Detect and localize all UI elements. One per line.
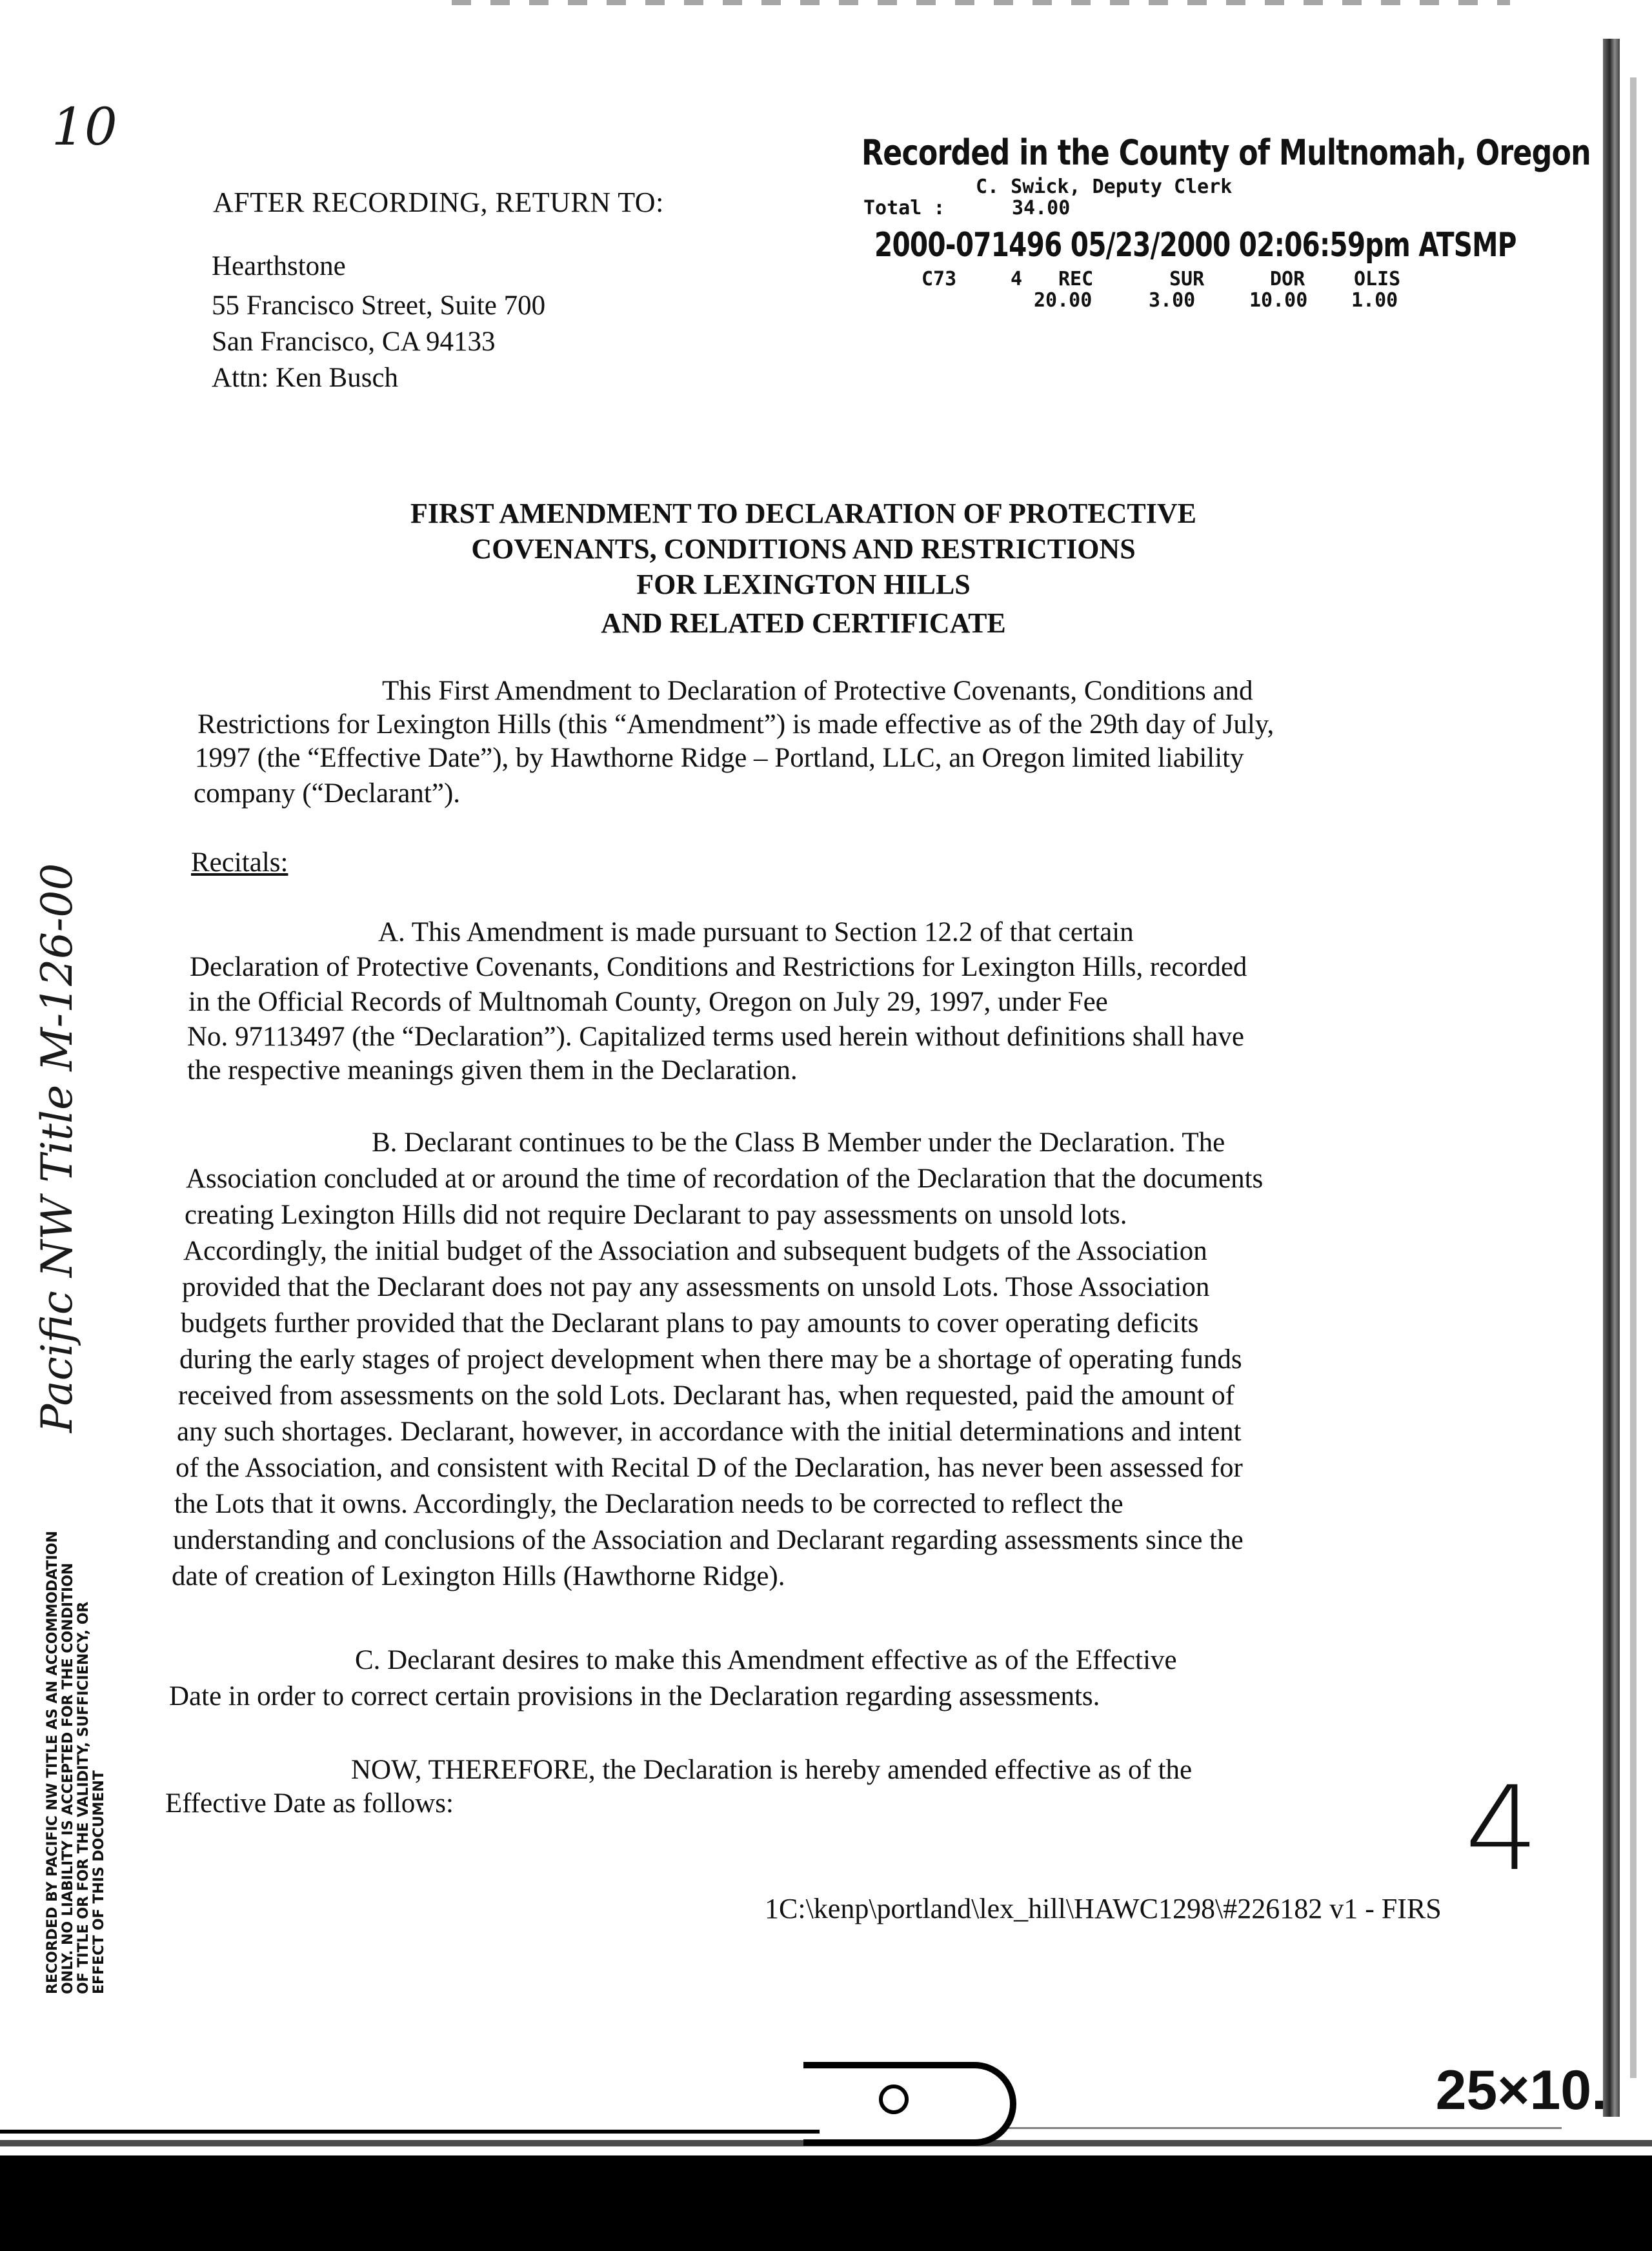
recital-c-line: C. Declarant desires to make this Amendment effective as of the Effective (355, 1645, 1177, 1675)
now-therefore-line: Effective Date as follows: (165, 1788, 454, 1819)
document-title-line: FOR LEXINGTON HILLS (636, 569, 971, 600)
recording-stamp-clerk: C. Swick, Deputy Clerk (976, 176, 1233, 198)
document-title-line: COVENANTS, CONDITIONS AND RESTRICTIONS (471, 533, 1136, 565)
title-company-disclaimer-stamp (45, 1531, 107, 1994)
scan-edge-right (1603, 39, 1620, 2117)
stamp-code: REC (1058, 268, 1094, 290)
recital-b-line: the Lots that it owns. Accordingly, the Declaration needs to be corrected to reflect the (174, 1489, 1123, 1519)
stamp-code: C73 (922, 268, 957, 290)
corner-handwriting: 10 (52, 97, 117, 157)
recital-a-line: in the Official Records of Multnomah County, Oregon on July 29, 1997, under Fee (188, 987, 1108, 1017)
address-line: Hearthstone (212, 251, 346, 281)
scan-band-edge (0, 2140, 1652, 2146)
scan-noise-top (452, 0, 1510, 5)
stamp-code: 4 (1011, 268, 1023, 290)
recital-b-line: of the Association, and consistent with Recital D of the Declaration, has never been assessed for (176, 1453, 1243, 1483)
scan-rule-bottom-right (1007, 2127, 1562, 2129)
stamp-amount: 3.00 (1149, 289, 1196, 312)
stamp-code: DOR (1270, 268, 1305, 290)
title-company-handwriting: Pacific NW Title M-126-00 (32, 863, 82, 1433)
binder-slot (803, 2062, 1016, 2146)
recording-stamp-total-value: 34.00 (1012, 197, 1071, 219)
disclaimer-line: EFFECT OF THIS DOCUMENT (91, 1770, 107, 1994)
stamp-code: OLIS (1354, 268, 1401, 290)
microfilm-page-count: 25×10. (1435, 2059, 1607, 2121)
now-therefore-line: NOW, THEREFORE, the Declaration is hereby amended effective as of the (351, 1755, 1193, 1785)
recital-b-line: any such shortages. Declarant, however, in accordance with the initial determinations and intent (177, 1417, 1242, 1447)
scan-edge-right-shadow (1630, 77, 1637, 2078)
intro-line: 1997 (the “Effective Date”), by Hawthorne Ridge – Portland, LLC, an Oregon limited liability (195, 743, 1244, 773)
return-to-heading: AFTER RECORDING, RETURN TO: (213, 187, 664, 218)
recital-b-line: creating Lexington Hills did not require Declarant to pay assessments on unsold lots. (185, 1200, 1127, 1230)
stamp-amount: 1.00 (1351, 289, 1398, 312)
binder-hole (879, 2084, 909, 2114)
scan-band-bottom (0, 2155, 1652, 2251)
recital-b-line: received from assessments on the sold Lots. Declarant has, when requested, paid the amount of (178, 1380, 1235, 1411)
recording-stamp-title: Recorded in the County of Multnomah, Oregon (861, 132, 1591, 173)
handwritten-page-mark: 4 (1465, 1762, 1539, 1897)
recital-b-line: provided that the Declarant does not pay any assessments on unsold Lots. Those Association (182, 1272, 1210, 1302)
address-line: 55 Francisco Street, Suite 700 (212, 290, 546, 321)
recording-stamp-number: 2000-071496 05/23/2000 02:06:59pm ATSMP (874, 226, 1516, 265)
address-line: Attn: Ken Busch (212, 363, 399, 393)
intro-line: This First Amendment to Declaration of Protective Covenants, Conditions and (382, 676, 1253, 706)
recital-b-line: understanding and conclusions of the Association and Declarant regarding assessments since the (173, 1525, 1244, 1555)
stamp-code: SUR (1169, 268, 1205, 290)
intro-line: Restrictions for Lexington Hills (this “Amendment”) is made effective as of the 29th day of July, (197, 709, 1274, 740)
intro-line: company (“Declarant”). (194, 778, 461, 809)
recital-b-line: during the early stages of project development when there may be a shortage of operating funds (179, 1344, 1242, 1375)
stamp-amount: 20.00 (1034, 289, 1093, 312)
disclaimer-line: OF TITLE OR FOR THE VALIDITY, SUFFICIENCY, OR (76, 1601, 92, 1994)
document-title-line: AND RELATED CERTIFICATE (601, 607, 1006, 639)
recital-a-line: the respective meanings given them in the Declaration. (187, 1055, 798, 1085)
recital-b-line: date of creation of Lexington Hills (Hawthorne Ridge). (172, 1561, 785, 1591)
disclaimer-line: ONLY. NO LIABILITY IS ACCEPTED FOR THE CONDITION (60, 1562, 76, 1994)
recital-a-line: Declaration of Protective Covenants, Conditions and Restrictions for Lexington Hills, recorded (190, 952, 1247, 982)
recital-b-line: B. Declarant continues to be the Class B Member under the Declaration. The (372, 1127, 1225, 1158)
recital-b-line: Association concluded at or around the time of recordation of the Declaration that the documents (186, 1164, 1264, 1194)
recital-c-line: Date in order to correct certain provisions in the Declaration regarding assessments. (169, 1681, 1100, 1711)
document-footer-path: 1C:\kenp\portland\lex_hill\HAWC1298\#226182 v1 - FIRS (765, 1893, 1442, 1924)
stamp-amount: 10.00 (1249, 289, 1308, 312)
recital-b-line: budgets further provided that the Declarant plans to pay amounts to cover operating deficits (181, 1308, 1199, 1338)
recitals-heading: Recitals: (191, 847, 288, 878)
disclaimer-line: RECORDED BY PACIFIC NW TITLE AS AN ACCOMMODATION (45, 1531, 61, 1994)
recital-b-line: Accordingly, the initial budget of the Association and subsequent budgets of the Association (183, 1236, 1207, 1266)
recital-a-line: No. 97113497 (the “Declaration”). Capitalized terms used herein without definitions shall have (187, 1022, 1244, 1052)
recital-a-line: A. This Amendment is made pursuant to Section 12.2 of that certain (378, 917, 1134, 947)
document-title-line: FIRST AMENDMENT TO DECLARATION OF PROTECTIVE (410, 498, 1196, 529)
recording-stamp-total-label: Total : (863, 197, 945, 219)
scan-rule-bottom-left (0, 2130, 820, 2134)
address-line: San Francisco, CA 94133 (212, 327, 496, 357)
